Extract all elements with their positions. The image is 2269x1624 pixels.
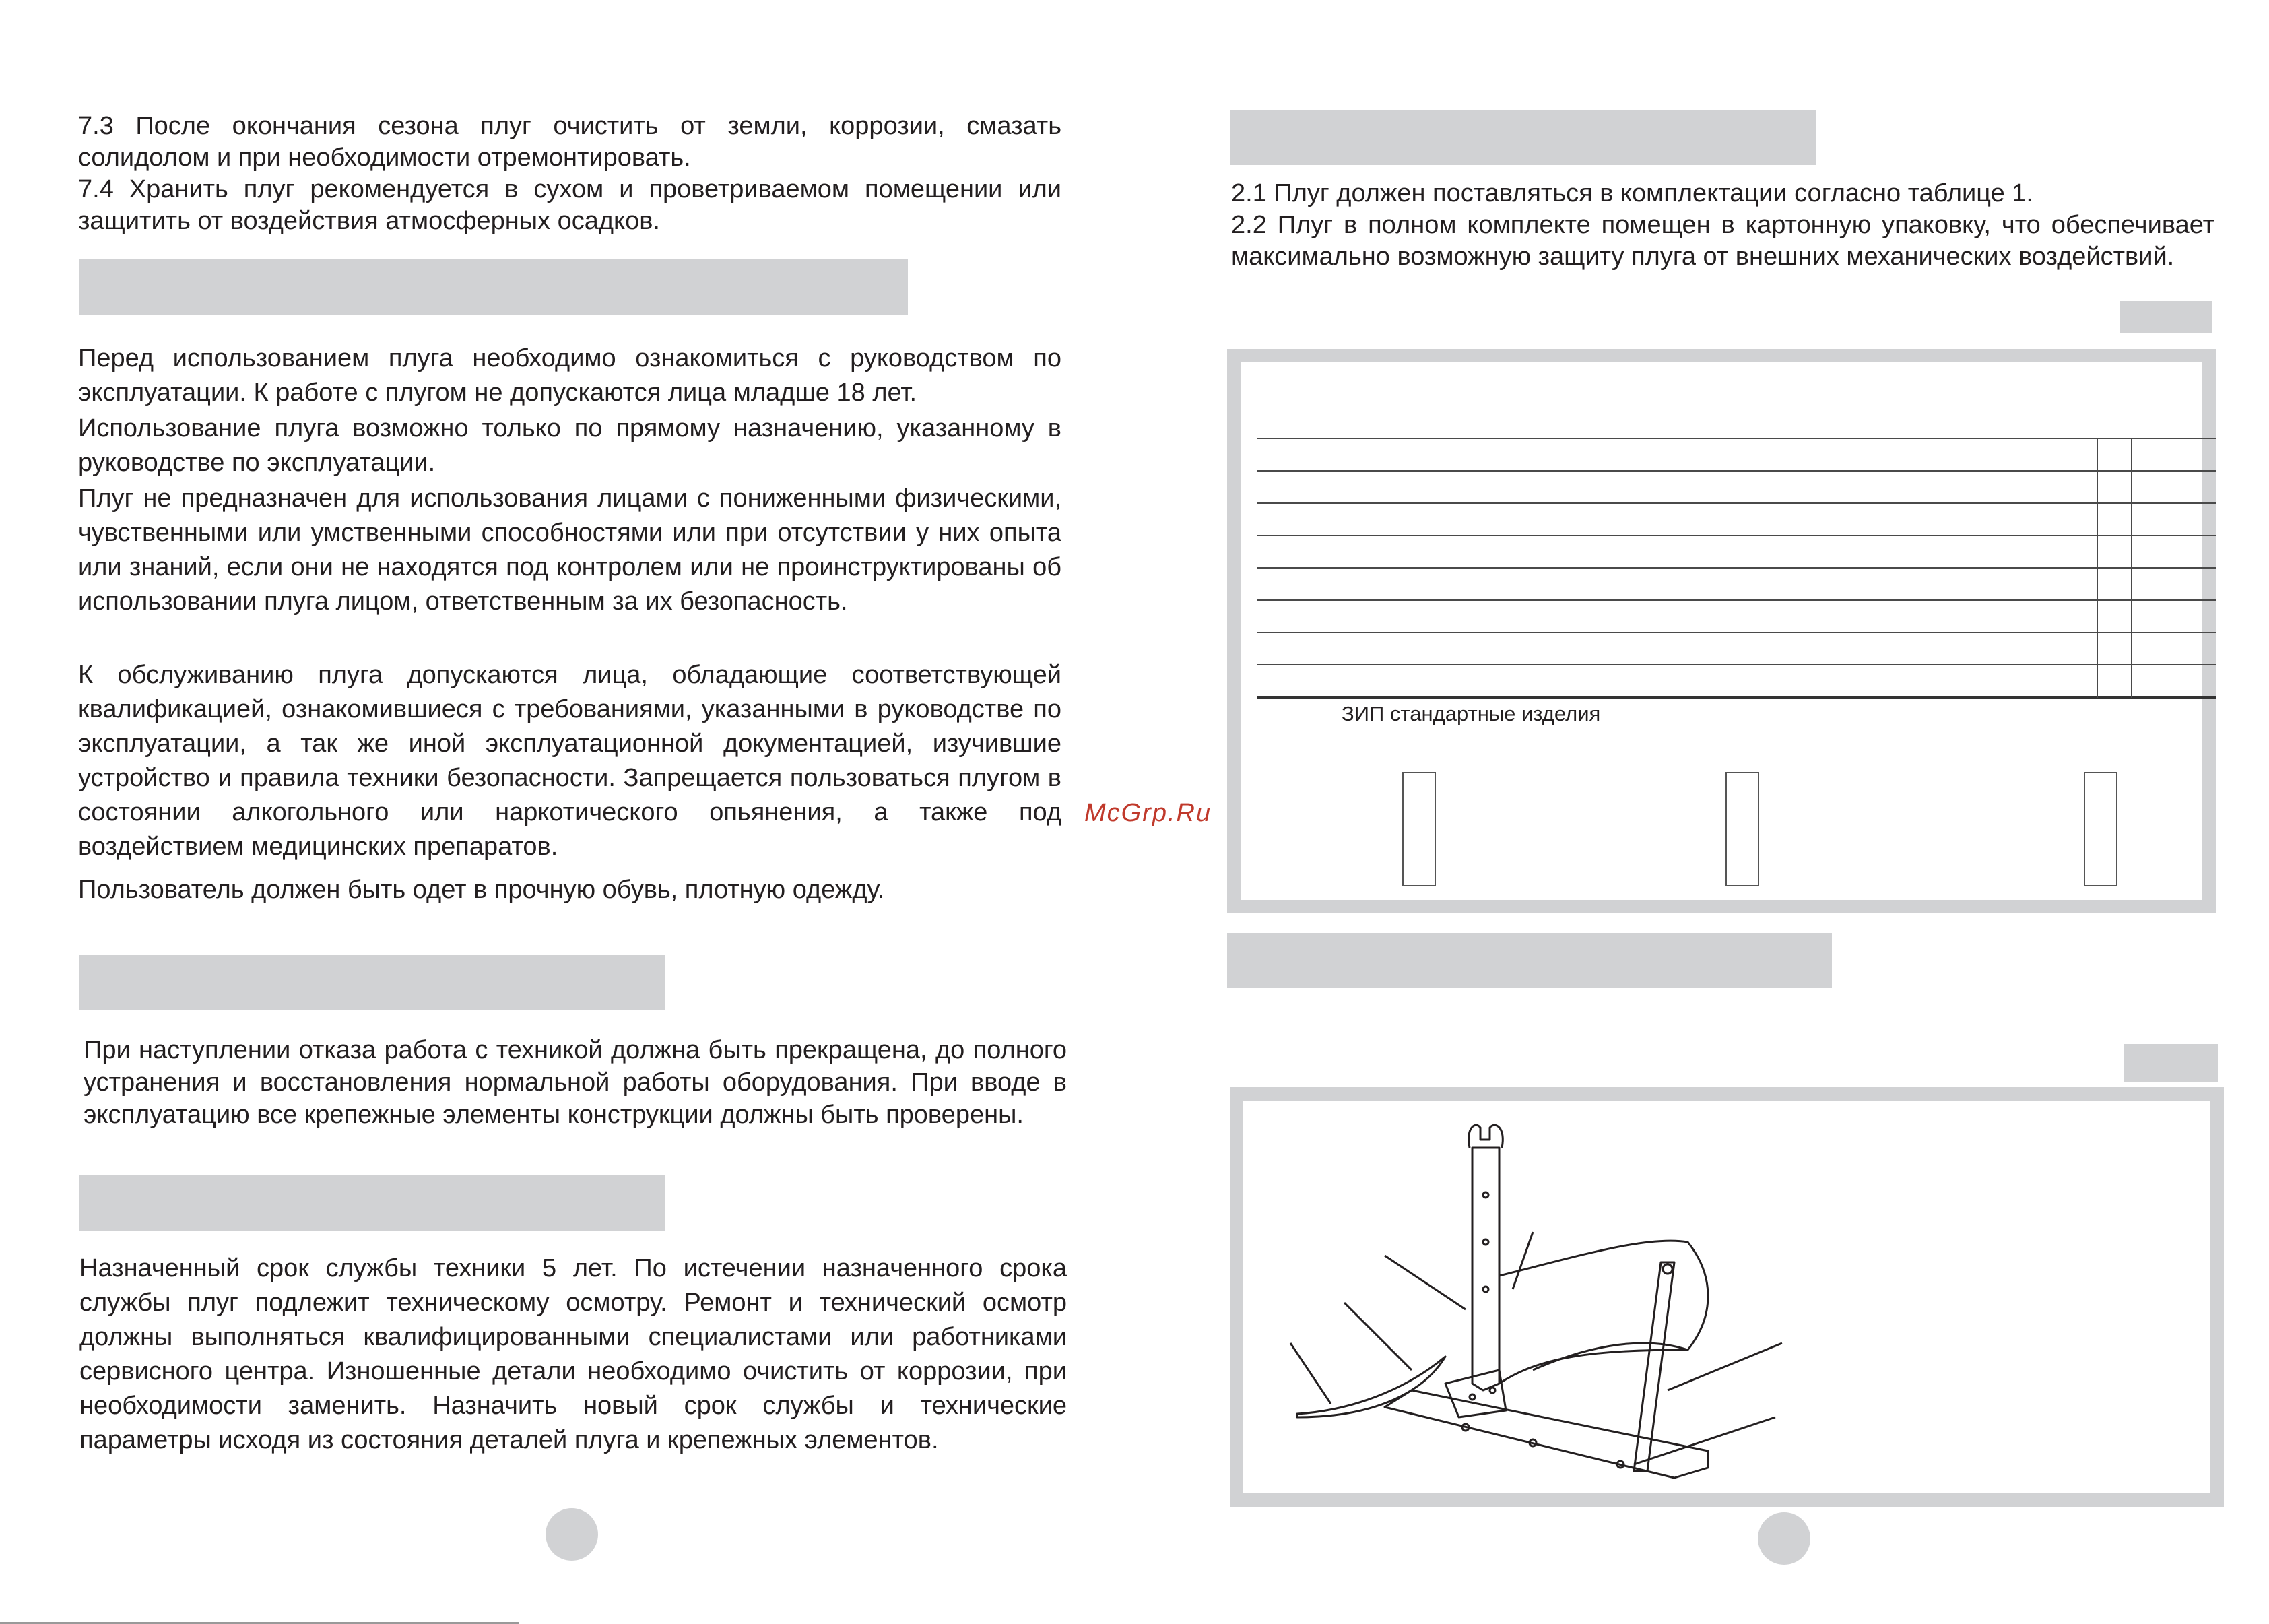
watermark-text: McGrp.Ru xyxy=(1084,799,1212,827)
plow-post xyxy=(1472,1148,1499,1390)
callout-line xyxy=(1344,1303,1412,1370)
section-heading-bar-safety xyxy=(79,259,908,315)
delivery-paragraph-2: 2.2 Плуг в полном комплекте помещен в картонную упаковку, что обеспечивает максимально возможную защиту плуга от внешних механических воздействий. xyxy=(1231,211,2214,271)
service-life-paragraph: Назначенный срок службы техники 5 лет. По истечении назначенного срока службы плуг подлежит техническому осмотру. Ремонт и технический осмотр должны выполняться квалифицированными специалистами или работниками сервисного центра. Изношенные детали необходимо очистить от коррозии, при необходимости заменить. Назначить новый срок службы и технические параметры исходя из состояния деталей плуга и крепежных элементов. xyxy=(79,1254,1067,1454)
table-row-line xyxy=(1257,632,2216,633)
callout-line xyxy=(1385,1256,1466,1309)
table-slot-left xyxy=(1402,772,1436,886)
safety-paragraph-2: Использование плуга возможно только по прямому назначению, указанному в руководстве по эксплуатации. xyxy=(78,414,1061,477)
plow-post-hole xyxy=(1483,1192,1488,1198)
table-row-line xyxy=(1257,567,2216,569)
callout-line xyxy=(1513,1232,1533,1289)
plow-drawing xyxy=(1243,1101,2210,1493)
delivery-paragraph-1: 2.1 Плуг должен поставляться в комплектации согласно таблице 1. xyxy=(1231,179,2033,207)
failure-paragraph: При наступлении отказа работа с техникой должна быть прекращена, до полного устранения и восстановления нормальной работы оборудования. При вводе в эксплуатацию все крепежные элементы конструкции должны быть проверены. xyxy=(84,1036,1067,1129)
section-heading-bar-service-life xyxy=(79,1175,665,1231)
plow-bracket xyxy=(1445,1370,1506,1417)
table-slot-middle xyxy=(1725,772,1759,886)
table-caption-box xyxy=(2120,301,2212,333)
table-row-line xyxy=(1257,664,2216,665)
safety-paragraph-5: Пользователь должен быть одет в прочную обувь, плотную одежду. xyxy=(78,876,885,904)
page-number-circle-right xyxy=(1758,1512,1810,1565)
safety-paragraph-4: К обслуживанию плуга допускаются лица, обладающие соответствующей квалификацией, ознакомившиеся с требованиями, указанными в руководстве по эксплуатации, а так же иной эксплуатационной документацией, изучившие устройство и правила техники безопасности. Запрещается пользоваться плугом в состоянии алкогольного или наркотического опьянения, а также под воздействием медицинских препаратов. xyxy=(78,661,1061,861)
section-heading-bar-failure xyxy=(79,955,665,1010)
table-row-line xyxy=(1257,599,2216,601)
table-slot-right xyxy=(2084,772,2117,886)
table-column-line xyxy=(2131,438,2132,698)
safety-paragraph-1: Перед использованием плуга необходимо ознакомиться с руководством по эксплуатации. К работе с плугом не допускаются лица младше 18 лет. xyxy=(78,344,1061,407)
table-1-frame xyxy=(1227,349,2216,913)
safety-paragraph-3: Плуг не предназначен для использования лицами с пониженными физическими, чувственными или умственными способностями или при отсутствии у них опыта или знаний, если они не находятся под контролем или не проинструктированы об использовании плуга лицом, ответственным за их безопасность. xyxy=(78,484,1061,616)
table-row-line-bold xyxy=(1257,696,2216,699)
plow-base-runner xyxy=(1385,1390,1708,1478)
table-column-line xyxy=(2097,438,2098,698)
section7-paragraph-2: 7.4 Хранить плуг рекомендуется в сухом и проветриваемом помещении или защитить от воздействия атмосферных осадков. xyxy=(78,175,1061,235)
section-heading-bar-delivery xyxy=(1230,110,1816,165)
page-number-circle-left xyxy=(546,1508,598,1561)
table-row-line xyxy=(1257,535,2216,536)
table-row-line xyxy=(1257,502,2216,504)
figure-caption-box xyxy=(2124,1044,2218,1082)
plow-post-hole xyxy=(1483,1239,1488,1245)
table-row-line xyxy=(1257,470,2216,472)
plow-post-hole xyxy=(1483,1287,1488,1292)
figure-1-frame xyxy=(1230,1087,2224,1507)
section7-paragraph-1: 7.3 После окончания сезона плуг очистить от земли, коррозии, смазать солидолом и при необходимости отремонтировать. xyxy=(78,112,1061,172)
table-spare-parts-label: ЗИП стандартные изделия xyxy=(1342,702,1601,725)
section-heading-bar-construction xyxy=(1227,933,1832,988)
plow-post-hitch xyxy=(1469,1125,1503,1148)
table-row-line xyxy=(1257,438,2216,439)
callout-line xyxy=(1290,1343,1331,1404)
